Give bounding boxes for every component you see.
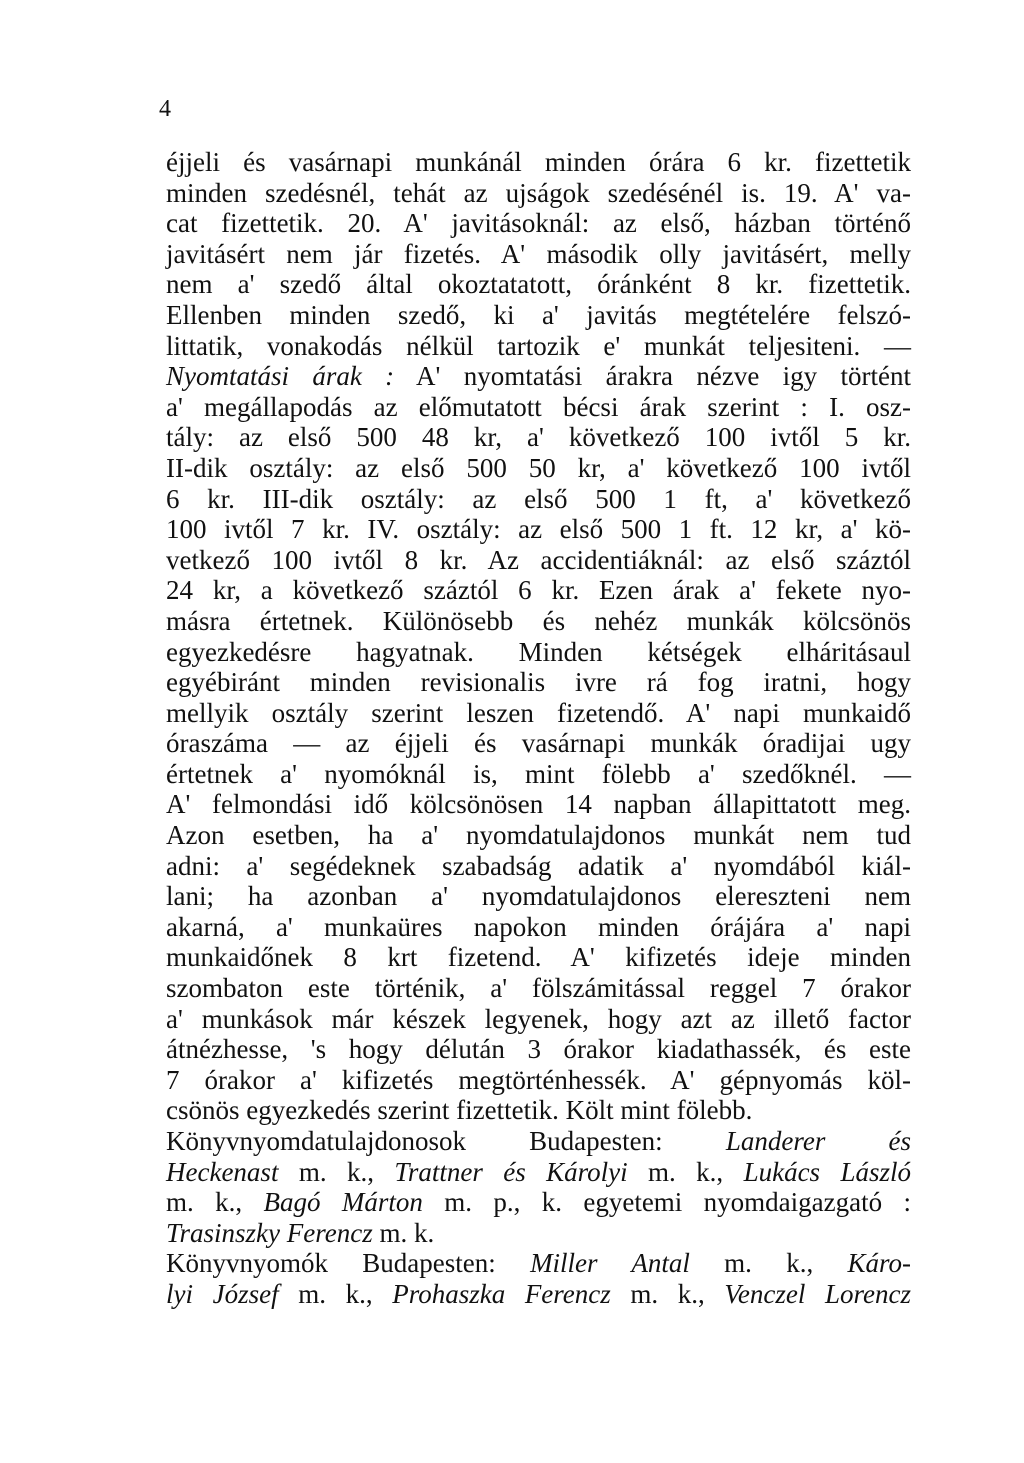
text-segment: egyébiránt minden revisionalis ivre rá fog iratni, hogy — [166, 667, 911, 698]
text-segment: Könyvnyomdatulajdonosok Budapesten: — [166, 1126, 726, 1156]
text-line — [166, 973, 911, 1004]
text-segment: adni: a' segédeknek szabadság adatik a' nyomdából kiál- — [166, 850, 911, 881]
italic-text-segment: Landerer és — [725, 1126, 911, 1156]
italic-text-segment: Heckenast — [166, 1156, 279, 1187]
page-number: 4 — [159, 96, 171, 122]
text-line — [166, 637, 911, 668]
text-line — [166, 147, 911, 178]
italic-text-segment: Káro- — [847, 1248, 911, 1279]
text-segment: Azon esetben, ha a' nyomdatulajdonos munkát nem tud — [166, 820, 911, 851]
text-segment: m. k. — [372, 1217, 435, 1248]
text-line — [166, 514, 911, 545]
italic-text-segment: Trattner és Károlyi — [394, 1156, 628, 1187]
italic-text-segment: Trasinszky Ferencz — [166, 1217, 373, 1248]
italic-text-segment: Nyomtatási árak : — [166, 361, 395, 392]
text-segment: cat fizettetik. 20. A' javitásoknál: az első, házban történő — [166, 208, 911, 239]
text-segment: javitásért nem jár fizetés. A' második olly javitásért, melly — [166, 238, 911, 269]
text-segment: a' megállapodás az előmutatott bécsi árak szerint : I. osz- — [166, 391, 911, 422]
text-line — [166, 1004, 911, 1035]
text-line — [166, 789, 911, 820]
text-segment: 7 órakor a' kifizetés megtörténhessék. A' gépnyomás köl- — [166, 1064, 911, 1095]
text-line — [166, 942, 911, 973]
italic-text-segment: Venczel Lorencz — [724, 1278, 911, 1309]
text-segment: tály: az első 500 48 kr, a' következő 100 ivtől 5 kr. — [166, 422, 911, 453]
text-line — [166, 300, 911, 331]
text-line — [166, 759, 911, 790]
text-line — [166, 575, 911, 606]
text-segment: II-dik osztály: az első 500 50 kr, a' következő 100 ivtől — [166, 452, 911, 483]
text-line — [166, 912, 911, 943]
text-line — [166, 1279, 911, 1310]
text-segment: szombaton este történik, a' fölszámitással reggel 7 órakor — [166, 973, 911, 1004]
text-segment: m. k., — [278, 1156, 395, 1187]
text-line — [166, 392, 911, 423]
text-segment: átnézhesse, 's hogy délután 3 órakor kiadathassék, és este — [166, 1034, 911, 1065]
text-segment: minden szedésnél, tehát az ujságok szedésénél is. 19. A' va- — [166, 177, 911, 208]
text-line — [166, 698, 911, 729]
text-segment: m. k., — [166, 1187, 264, 1218]
italic-text-segment: Miller Antal — [530, 1248, 690, 1279]
text-line — [166, 1218, 911, 1249]
text-line — [166, 1126, 911, 1157]
text-segment: Ellenben minden szedő, ki a' javitás megtételére felszó- — [166, 299, 911, 330]
text-segment: m. k., — [689, 1248, 848, 1279]
text-line — [166, 1095, 911, 1126]
text-line — [166, 1157, 911, 1188]
text-line — [166, 1034, 911, 1065]
text-line — [166, 545, 911, 576]
text-segment: munkaidőnek 8 krt fizetend. A' kifizetés ideje minden — [166, 942, 911, 973]
text-line — [166, 1187, 911, 1218]
text-line — [166, 667, 911, 698]
text-line — [166, 1065, 911, 1096]
text-line — [166, 269, 911, 300]
text-segment: értetnek a' nyomóknál is, mint fölebb a' szedőknél. — — [166, 758, 911, 789]
text-segment: egyezkedésre hagyatnak. Minden kétségek elháritásaul — [166, 636, 911, 667]
text-segment: a' munkások már készek legyenek, hogy azt az illető factor — [166, 1003, 911, 1034]
text-line — [166, 1248, 911, 1279]
text-segment: lani; ha azonban a' nyomdatulajdonos elereszteni nem — [166, 881, 911, 912]
italic-text-segment: Bagó Márton — [263, 1187, 423, 1218]
text-line — [166, 422, 911, 453]
text-segment: mellyik osztály szerint leszen fizetendő. A' napi munkaidő — [166, 697, 911, 728]
text-segment: óraszáma — az éjjeli és vasárnapi munkák óradijai ugy — [166, 728, 911, 759]
text-segment: éjjeli és vasárnapi munkánál minden órára 6 kr. fizettetik — [166, 147, 911, 177]
text-segment: másra értetnek. Különösebb és nehéz munkák kölcsönös — [166, 605, 911, 636]
italic-text-segment: lyi József — [166, 1278, 279, 1309]
text-segment: csönös egyezkedés szerint fizettetik. Költ mint fölebb. — [166, 1095, 753, 1126]
body-text — [166, 147, 911, 1310]
text-line — [166, 208, 911, 239]
text-line — [166, 484, 911, 515]
text-line — [166, 361, 911, 392]
text-line — [166, 606, 911, 637]
text-segment: nem a' szedő által okoztatatott, óránként 8 kr. fizettetik. — [166, 269, 911, 300]
text-segment: A' nyomtatási árakra nézve igy történt — [394, 361, 911, 392]
text-segment: akarná, a' munkaüres napokon minden órájára a' napi — [166, 911, 911, 942]
text-segment: m. k., — [278, 1278, 393, 1309]
text-line — [166, 331, 911, 362]
text-line — [166, 851, 911, 882]
text-segment: m. k., — [627, 1156, 744, 1187]
text-segment: vetkező 100 ivtől 8 kr. Az accidentiáknál: az első száztól — [166, 544, 911, 575]
text-line — [166, 820, 911, 851]
text-line — [166, 178, 911, 209]
text-segment: 6 kr. III-dik osztály: az első 500 1 ft, a' következő — [166, 483, 911, 514]
text-line — [166, 453, 911, 484]
text-line — [166, 239, 911, 270]
text-segment: littatik, vonakodás nélkül tartozik e' munkát teljesiteni. — — [166, 330, 911, 361]
text-line — [166, 881, 911, 912]
text-segment: 24 kr, a következő száztól 6 kr. Ezen árak a' fekete nyo- — [166, 575, 911, 606]
text-segment: 100 ivtől 7 kr. IV. osztály: az első 500 1 ft. 12 kr, a' kö- — [166, 514, 911, 545]
text-segment: m. p., k. egyetemi nyomdaigazgató : — [422, 1187, 911, 1218]
text-segment: m. k., — [610, 1278, 725, 1309]
italic-text-segment: Lukács László — [743, 1156, 911, 1187]
text-segment: A' felmondási idő kölcsönösen 14 napban állapittatott meg. — [166, 789, 911, 820]
text-line — [166, 728, 911, 759]
italic-text-segment: Prohaszka Ferencz — [392, 1278, 611, 1309]
text-segment: Könyvnyomók Budapesten: — [166, 1248, 531, 1279]
